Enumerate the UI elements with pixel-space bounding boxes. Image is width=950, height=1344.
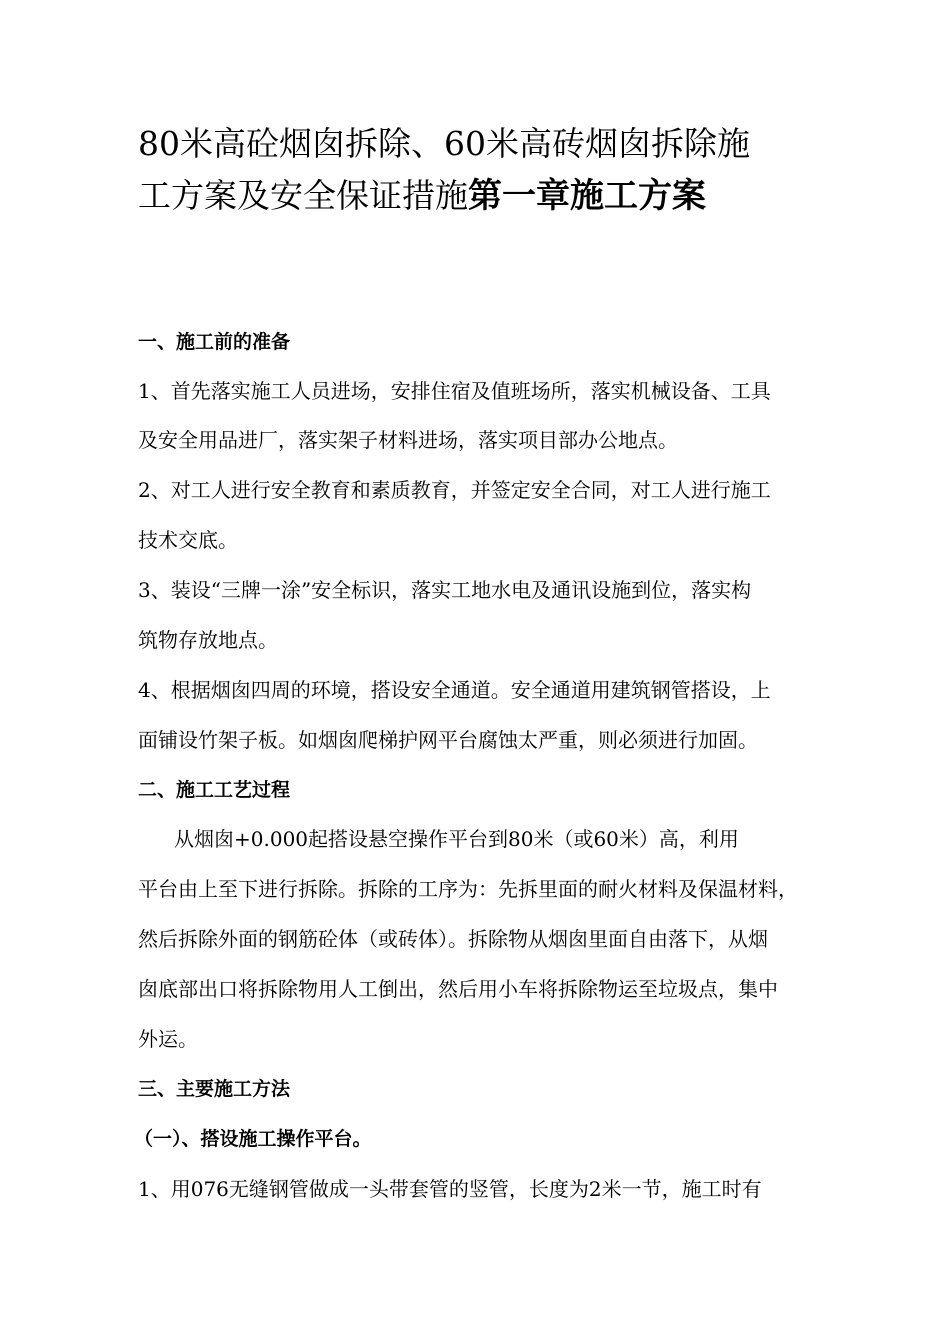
paragraph-line: 4、根据烟囱四周的环境，搭设安全通道。安全通道用建筑钢管搭设，上 [138, 678, 771, 702]
chapter-title: 第一章施工方案 [468, 176, 706, 216]
paragraph-line: 平台由上至下进行拆除。拆除的工序为：先拆里面的耐火材料及保温材料， [138, 877, 798, 901]
paragraph-line: 2、对工人进行安全教育和素质教育，并签定安全合同，对工人进行施工 [138, 478, 771, 502]
title-plain-part: 工方案及安全保证措施 [138, 176, 468, 215]
paragraph-line: 1、用076无缝钢管做成一头带套管的竖管，长度为2米一节，施工时有 [138, 1177, 762, 1201]
subsection-heading-platform: （一）、搭设施工操作平台。 [134, 1128, 372, 1150]
paragraph-line: 面铺设竹架子板。如烟囱爬梯护网平台腐蚀太严重，则必须进行加固。 [138, 728, 758, 752]
paragraph-line: 技术交底。 [138, 528, 238, 552]
section-heading-process: 二、施工工艺过程 [138, 779, 291, 801]
paragraph-line: 囱底部出口将拆除物用人工倒出，然后用小车将拆除物运至垃圾点，集中 [138, 977, 778, 1001]
paragraph-line: 从烟囱+0.000起搭设悬空操作平台到80米（或60米）高，利用 [174, 827, 739, 851]
section-heading-methods: 三、主要施工方法 [138, 1078, 291, 1100]
paragraph-line: 1、首先落实施工人员进场，安排住宿及值班场所，落实机械设备、工具 [138, 379, 771, 403]
paragraph-line: 然后拆除外面的钢筋砼体（或砖体）。拆除物从烟囱里面自由落下，从烟 [138, 927, 768, 951]
paragraph-line: 筑物存放地点。 [138, 628, 278, 652]
paragraph-line: 外运。 [138, 1027, 198, 1051]
document-title-line-1: 80米高砼烟囱拆除、60米高砖烟囱拆除施 [138, 124, 750, 163]
section-heading-preparation: 一、施工前的准备 [138, 331, 291, 353]
paragraph-line: 及安全用品进厂，落实架子材料进场，落实项目部办公地点。 [138, 428, 678, 452]
document-title-line-2 [138, 170, 838, 222]
paragraph-line: 3、装设“三牌一涂”安全标识，落实工地水电及通讯设施到位，落实构 [138, 578, 752, 602]
